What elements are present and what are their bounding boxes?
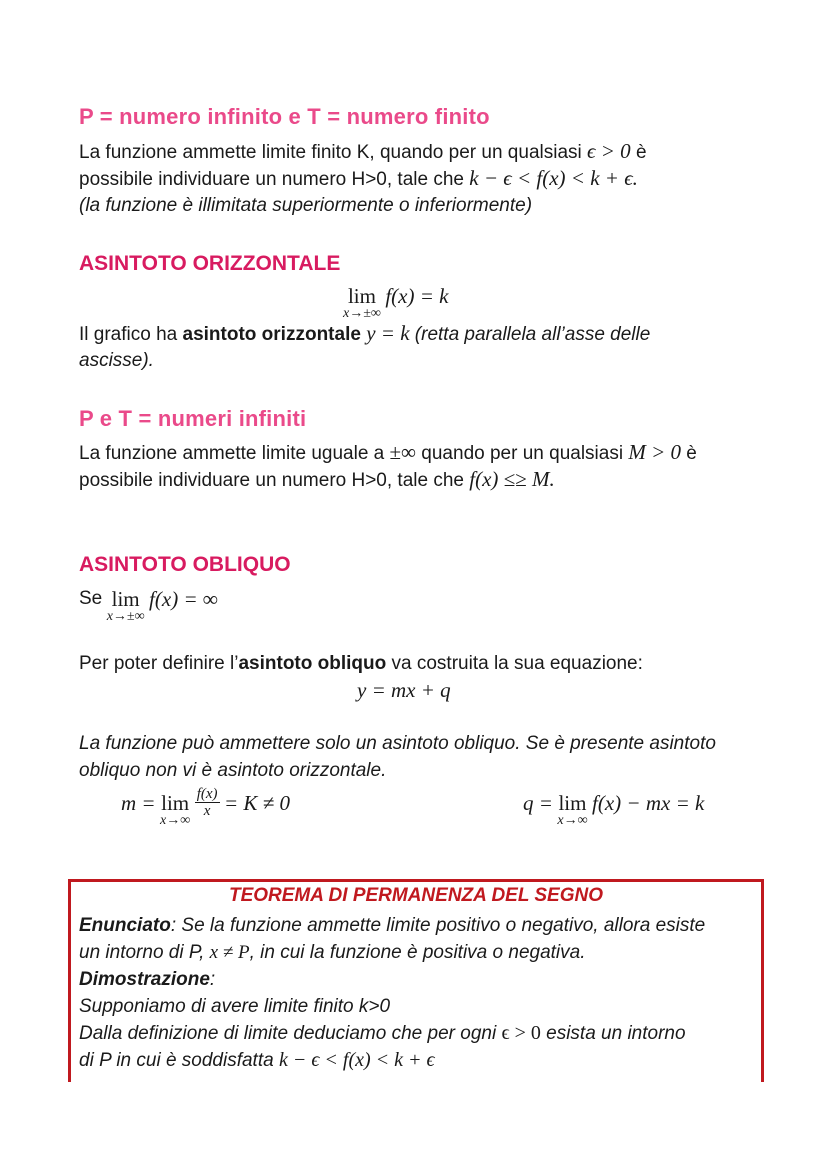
section4-note2: obliquo non vi è asintoto orizzontale. xyxy=(79,760,387,781)
section3-paragraph xyxy=(79,439,749,467)
section-heading-asintoto-orizzontale: ASINTOTO ORIZZONTALE xyxy=(79,252,341,275)
lim-label: lim xyxy=(558,791,587,815)
formula-rest: f(x) = k xyxy=(385,284,449,308)
text: quando per un qualsiasi xyxy=(421,443,624,464)
text: Per poter definire l’ xyxy=(79,653,239,674)
text: esista un intorno xyxy=(546,1023,686,1044)
theorem-line3 xyxy=(79,1047,435,1074)
lim-label: lim xyxy=(111,587,140,611)
math-x-neq-p: x ≠ P xyxy=(209,942,250,963)
lim-label: lim xyxy=(347,284,376,308)
theorem-line2 xyxy=(79,1020,686,1047)
se-label: Se xyxy=(79,588,103,609)
formula-limit-k xyxy=(343,284,448,320)
colon: : xyxy=(209,969,216,990)
text: Dalla definizione di limite deduciamo che per ogni xyxy=(79,1023,497,1044)
math-m: M > 0 xyxy=(628,440,682,464)
math-epsilon: ϵ > 0 xyxy=(501,1022,541,1044)
lim-subscript: x→∞ xyxy=(557,813,588,828)
math-fx-m: f(x) ≤≥ M. xyxy=(469,467,555,491)
limit-operator xyxy=(343,284,381,320)
m-left: m = xyxy=(121,791,156,815)
bold-term: asintoto obliquo xyxy=(238,653,387,674)
limit-operator xyxy=(557,791,587,827)
formula-m xyxy=(121,786,290,827)
italic-text: (retta parallela all’asse delle xyxy=(414,324,651,345)
q-left: q = xyxy=(523,791,553,815)
section-heading-asintoto-obliquo: ASINTOTO OBLIQUO xyxy=(79,553,291,576)
section2-paragraph xyxy=(79,320,749,348)
section1-note: (la funzione è illimitata superiormente o inferiormente) xyxy=(79,195,533,216)
math-y-k: y = k xyxy=(366,321,410,345)
limit-operator xyxy=(160,791,190,827)
formula-q xyxy=(523,791,704,827)
fraction-denominator: x xyxy=(203,803,211,819)
bold-term: asintoto orizzontale xyxy=(182,324,361,345)
text: possibile individuare un numero H>0, tale che xyxy=(79,470,464,491)
section-heading-numeri-infiniti: P e T = numeri infiniti xyxy=(79,406,307,431)
math-inequality: k − ϵ < f(x) < k + ϵ xyxy=(278,1049,435,1071)
fraction-numerator: f(x) xyxy=(196,786,218,802)
text: va costruita la sua equazione: xyxy=(386,653,643,674)
limit-operator xyxy=(107,587,145,623)
theorem-enunciato-line2 xyxy=(79,939,586,966)
math-epsilon: ϵ > 0 xyxy=(587,139,631,163)
section1-line2 xyxy=(79,165,638,193)
math-plus-minus-infinity: ±∞ xyxy=(389,440,417,464)
fraction-fx-over-x xyxy=(195,786,220,819)
text: di P in cui è soddisfatta xyxy=(79,1050,274,1071)
lim-subscript: x→±∞ xyxy=(106,609,145,624)
text: , in cui la funzione è positiva o negativa. xyxy=(249,942,586,963)
enunciato-label: Enunciato xyxy=(79,915,171,936)
lim-subscript: x→±∞ xyxy=(343,306,381,321)
q-right: f(x) − mx = k xyxy=(592,791,705,815)
text: un intorno di P, xyxy=(79,942,205,963)
section-heading-p-infinito: P = numero infinito e T = numero finito xyxy=(79,104,490,129)
dimostrazione-label: Dimostrazione xyxy=(79,969,210,990)
text: possibile individuare un numero H>0, tale che xyxy=(79,169,464,190)
text: La funzione ammette limite uguale a xyxy=(79,443,385,464)
section3-line2 xyxy=(79,466,555,494)
theorem-title: TEOREMA DI PERMANENZA DEL SEGNO xyxy=(228,885,604,906)
theorem-enunciato-line1 xyxy=(79,912,749,939)
formula-rest: f(x) = ∞ xyxy=(149,587,218,611)
section2-line2: ascisse). xyxy=(79,350,154,371)
se-limit-formula xyxy=(79,587,218,623)
lim-subscript: x→∞ xyxy=(160,813,191,828)
text: La funzione ammette limite finito K, quando per un qualsiasi xyxy=(79,142,582,163)
section4-paragraph xyxy=(79,650,643,677)
lim-label: lim xyxy=(161,791,190,815)
equation-y-mx-q: y = mx + q xyxy=(357,678,451,702)
text: è xyxy=(686,443,697,464)
math-inequality: k − ϵ < f(x) < k + ϵ. xyxy=(469,166,638,190)
m-right: = K ≠ 0 xyxy=(223,791,290,815)
text: Il grafico ha xyxy=(79,324,178,345)
theorem-dimostrazione-label xyxy=(79,966,215,993)
section4-note1: La funzione può ammettere solo un asintoto obliquo. Se è presente asintoto xyxy=(79,733,716,754)
text: : Se la funzione ammette limite positivo o negativo, allora esiste xyxy=(170,915,706,936)
theorem-line1: Supponiamo di avere limite finito k>0 xyxy=(79,996,391,1017)
section1-paragraph xyxy=(79,138,749,166)
text: è xyxy=(635,142,647,163)
